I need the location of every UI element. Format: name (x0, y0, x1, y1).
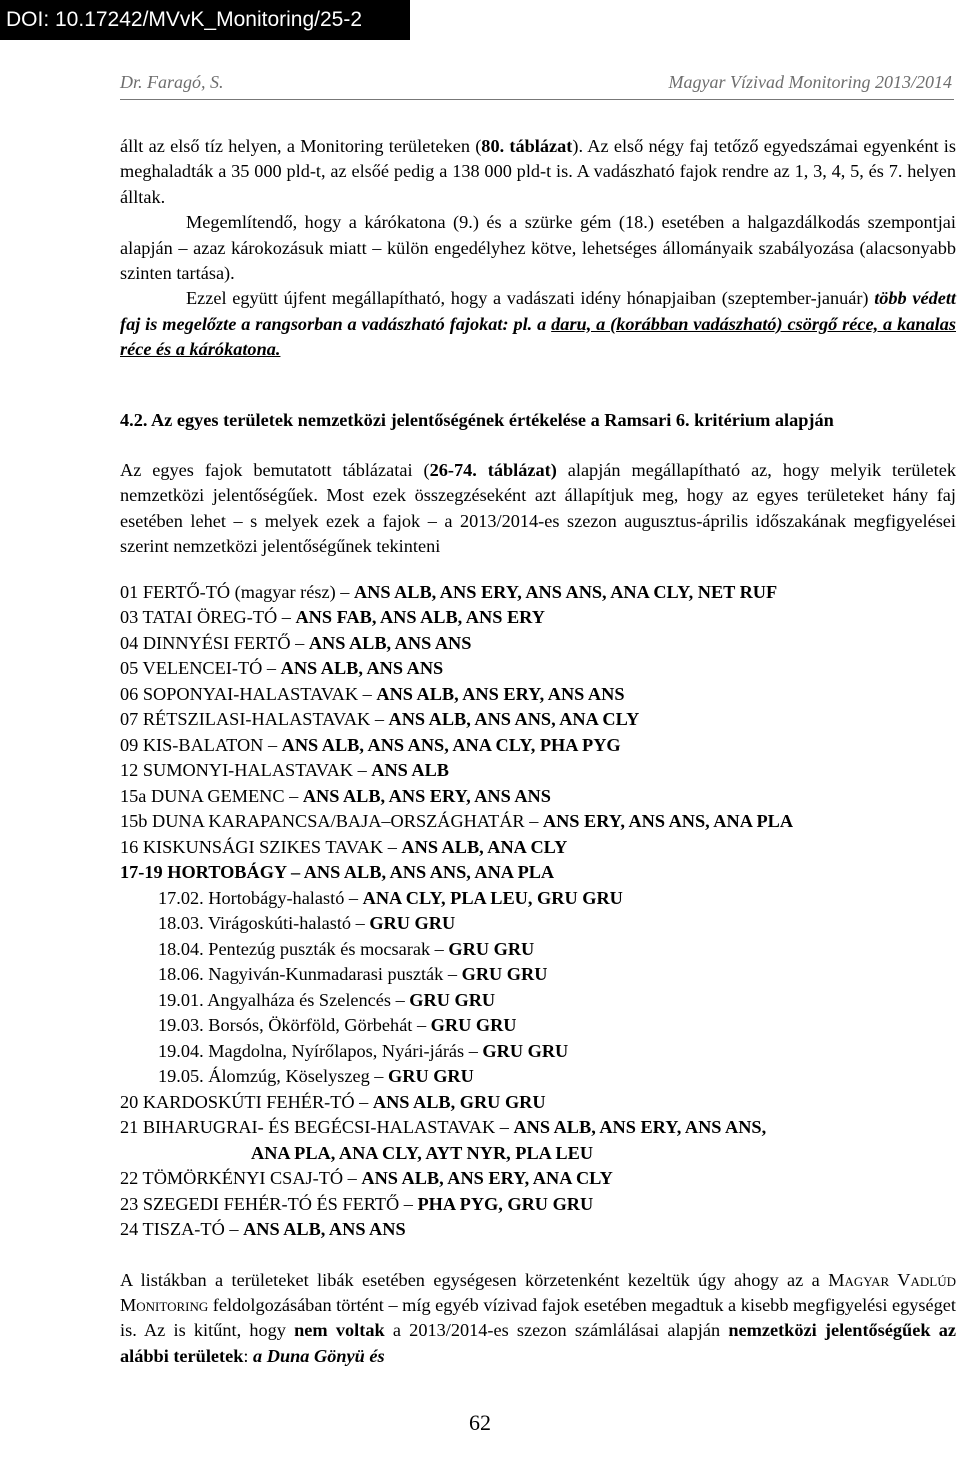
site-name: 09 KIS-BALATON – (120, 734, 282, 755)
site-species: ANS ALB, ANS ANS, ANA PLA (303, 862, 555, 883)
site-name: 18.03. Virágoskúti-halastó – (158, 913, 370, 934)
site-item (120, 707, 956, 733)
site-species: GRU GRU (482, 1040, 569, 1061)
site-name: 16 KISKUNSÁGI SZIKES TAVAK – (120, 836, 402, 857)
site-name: 21 BIHARUGRAI- ÉS BEGÉCSI-HALASTAVAK – (120, 1117, 514, 1138)
table-reference: 26-74. táblázat) (429, 460, 557, 481)
site-species: ANS ALB, GRU GRU (372, 1091, 546, 1112)
text: alapján megállapítható az, hogy melyik területek nemzetközi jelentőségűek. Most ezek összegzéseként azt állapítjuk meg, hogy az egyes területeket hány faj esetében lehet – s melyek ezek a fajok – a 2013/2014-es szezon augusztus-április időszakának megfigyelései szerint nemzetközi jelentőségűnek tekinteni (120, 460, 957, 557)
site-name: 18.06. Nagyiván-Kunmadarasi puszták – (158, 964, 462, 985)
paragraph-3 (120, 286, 956, 362)
subsite-item (120, 1039, 956, 1065)
header-author: Dr. Faragó, S. (120, 72, 224, 92)
site-item (120, 656, 956, 682)
site-name: 22 TÖMÖRKÉNYI CSAJ-TÓ – (120, 1168, 362, 1189)
subsite-item (120, 886, 956, 912)
site-name: 01 FERTŐ-TÓ (magyar rész) – (120, 581, 354, 602)
site-group (120, 1166, 956, 1243)
site-species-continued: ANA PLA, ANA CLY, AYT NYR, PLA LEU (251, 1142, 594, 1163)
site-name: 19.05. Álomzúg, Köselyszeg – (158, 1066, 389, 1087)
text: a 2013/2014-es szezon számlálásai alapján (384, 1320, 729, 1341)
text: Az egyes fajok bemutatott táblázatai ( (120, 460, 430, 481)
site-name: 04 DINNYÉSI FERTŐ – (120, 632, 309, 653)
spacer (120, 433, 956, 458)
page-content (120, 134, 956, 1369)
text: ). Az első négy faj tetőző egyedszámai egyenként is meghaladták a 35 000 pld-t, az elsőé pedig a 138 000 pld-t is. A vadászható fajok rendre az 1, 3, 4, 5, és 7. helyen álltak. (120, 136, 956, 207)
site-species: ANS ERY, ANS ANS, ANA PLA (542, 811, 794, 832)
subsite-group (120, 886, 956, 1090)
site-species: ANS ALB, ANS ANS (280, 658, 444, 679)
site-name: 05 VELENCEI-TÓ – (120, 658, 281, 679)
subsite-item (120, 962, 956, 988)
site-species: PHA PYG, GRU GRU (417, 1193, 594, 1214)
site-species: ANS ALB, ANS ERY, ANA CLY (361, 1168, 613, 1189)
site-group (120, 580, 956, 861)
site-item-hortobagy (120, 860, 956, 886)
subsite-item (120, 937, 956, 963)
paragraph-4 (120, 458, 956, 560)
underlined-emphasis: daru, a (korábban vadászható) csörgő réce, a kanalas réce és a kárókatona. (120, 313, 957, 360)
site-species: GRU GRU (409, 989, 496, 1010)
text: feldolgozásában történt – míg egyéb vízivad fajok esetében megadtuk a kisebb megfigyelési egységet is. Az is kitűnt, hogy (120, 1295, 956, 1341)
site-species: GRU GRU (430, 1015, 517, 1036)
site-species: ANS ALB (371, 760, 450, 781)
bold-text: nem voltak (294, 1320, 385, 1341)
emphasis-text: több védett faj is megelőzte a rangsorban a vadászható fajokat: pl. a (120, 288, 956, 334)
subsite-item (120, 1013, 956, 1039)
text: A listákban a területeket libák esetében egységesen körzetenként kezeltük úgy ahogy az a (120, 1269, 829, 1290)
site-name: 19.04. Magdolna, Nyírőlapos, Nyári-járás – (158, 1040, 483, 1061)
site-species: ANS ALB, ANS ANS, ANA CLY (388, 709, 640, 730)
site-item (120, 784, 956, 810)
text: Ezzel együtt újfent megállapítható, hogy a vadászati idény hónapjaiban (szeptember-január) (186, 288, 875, 309)
site-item (120, 605, 956, 631)
site-species: ANS ALB, ANS ERY, ANS ANS, (513, 1117, 767, 1138)
subsite-item (120, 988, 956, 1014)
small-caps-text: Magyar Vadlúd Monitoring (120, 1269, 956, 1315)
site-name: 19.03. Borsós, Ökörföld, Görbehát – (158, 1015, 431, 1036)
site-item (120, 809, 956, 835)
site-species: ANS FAB, ANS ALB, ANS ERY (295, 607, 545, 628)
site-group (120, 1090, 956, 1116)
site-list (120, 580, 956, 1243)
site-item (120, 758, 956, 784)
site-name: 18.04. Pentezúg puszták és mocsarak – (158, 938, 449, 959)
site-species: ANS ALB, ANS ANS (243, 1219, 406, 1240)
site-species: ANS ALB, ANS ANS, ANA CLY, PHA PYG (281, 734, 621, 755)
subsite-item (120, 1064, 956, 1090)
site-species: GRU GRU (388, 1066, 474, 1087)
site-item (120, 1090, 956, 1116)
site-item-21 (120, 1115, 956, 1141)
site-species: ANS ALB, ANS ERY, ANS ANS (376, 683, 625, 704)
site-name: 17-19 HORTOBÁGY – (120, 862, 304, 883)
doi-bar: DOI: 10.17242/MVvK_Monitoring/25-2 (0, 0, 410, 40)
site-item (120, 580, 956, 606)
site-item (120, 631, 956, 657)
site-name: 19.01. Angyalháza és Szelencés – (158, 989, 410, 1010)
site-item (120, 682, 956, 708)
bold-italic-text: a Duna Gönyü és (253, 1345, 385, 1366)
site-name: 12 SUMONYI-HALASTAVAK – (120, 760, 372, 781)
paragraph-1 (120, 134, 956, 210)
site-item (120, 1166, 956, 1192)
site-species: ANS ALB, ANA CLY (401, 836, 568, 857)
site-species: ANS ALB, ANS ANS (308, 632, 472, 653)
site-item (120, 733, 956, 759)
subsite-item (120, 911, 956, 937)
site-name: 23 SZEGEDI FEHÉR-TÓ ÉS FERTŐ – (120, 1193, 418, 1214)
site-species: GRU GRU (369, 913, 456, 934)
site-name: 06 SOPONYAI-HALASTAVAK – (120, 683, 377, 704)
site-species: GRU GRU (461, 964, 548, 985)
text: állt az első tíz helyen, a Monitoring területeken ( (120, 136, 482, 156)
paragraph-2: Megemlítendő, hogy a kárókatona (9.) és a szürke gém (18.) esetében a halgazdálkodás szempontjai alapján – azaz károkozásuk miatt – külön engedélyhez kötve, lehetséges állományaik szabályozása (alacsonyabb szinten tartása). (120, 212, 956, 284)
site-name: 07 RÉTSZILASI-HALASTAVAK – (120, 709, 389, 730)
closing-paragraph (120, 1268, 956, 1370)
site-item (120, 1192, 956, 1218)
site-name: 17.02. Hortobágy-halastó – (158, 887, 363, 908)
bold-text: nemzetközi jelentőségűek az alábbi területek (120, 1320, 956, 1366)
site-name: 15a DUNA GEMENC – (120, 785, 303, 806)
site-name: 03 TATAI ÖREG-TÓ – (120, 607, 296, 628)
site-species: ANA CLY, PLA LEU, GRU GRU (362, 887, 623, 908)
site-species: GRU GRU (448, 938, 535, 959)
header-rule (120, 99, 954, 100)
header-publication: Magyar Vízivad Monitoring 2013/2014 (668, 72, 952, 92)
site-species: ANS ALB, ANS ERY, ANS ANS (302, 785, 551, 806)
table-reference: 80. táblázat (481, 136, 573, 156)
text: : (243, 1345, 254, 1366)
site-item (120, 1217, 956, 1243)
site-item (120, 835, 956, 861)
site-name: 15b DUNA KARAPANCSA/BAJA–ORSZÁGHATÁR – (120, 811, 543, 832)
page-number: 62 (469, 1410, 491, 1435)
site-name: 20 KARDOSKÚTI FEHÉR-TÓ – (120, 1091, 373, 1112)
site-name: 24 TISZA-TÓ – (120, 1219, 244, 1240)
section-heading: 4.2. Az egyes területek nemzetközi jelentőségének értékelése a Ramsari 6. kritérium alapján (120, 409, 834, 430)
site-species: ANS ALB, ANS ERY, ANS ANS, ANA CLY, NET RUF (353, 581, 778, 602)
